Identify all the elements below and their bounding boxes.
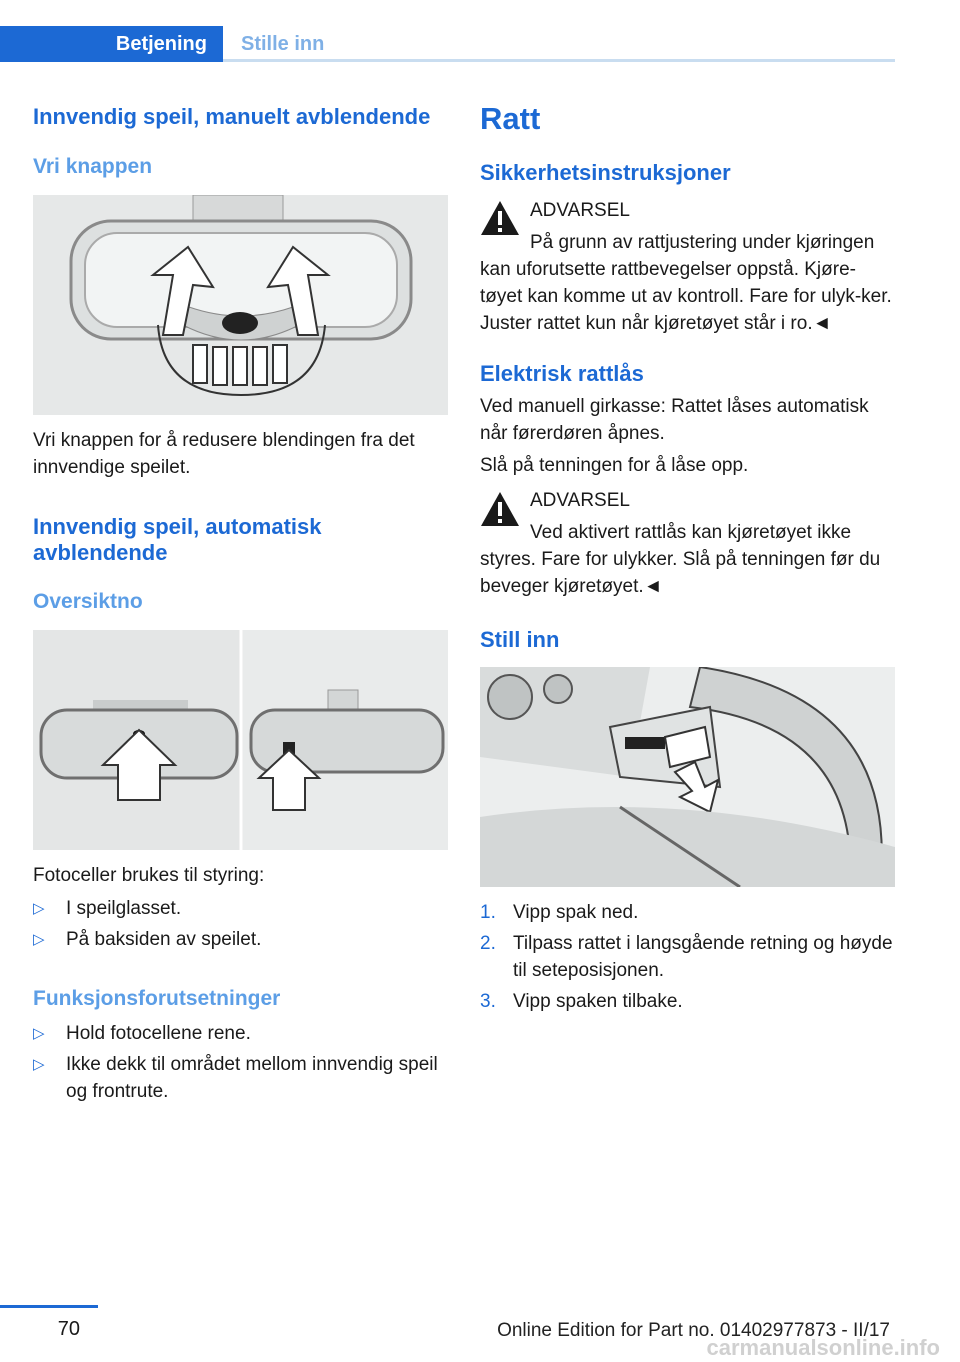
requirements-list: [33, 1020, 448, 1109]
heading-manual-mirror: Innvendig speil, manuelt avblendende: [33, 104, 431, 129]
tab-stille-inn[interactable]: Stille inn: [241, 33, 325, 55]
page-number: 70: [57, 1318, 80, 1340]
warning1-text: På grunn av rattjustering under kjøringen kan uforutsette rattbevegelser oppstå. Kjøre-tøyet kan komme ut av kontroll. Fare for ulyk-ker. Juster rattet kun når kjøretøyet står i ro.◄: [480, 232, 892, 334]
warning2-title: ADVARSEL: [530, 490, 630, 511]
rattlas-para1: Ved manuell girkasse: Rattet låses automatisk når førerdøren åpnes.: [480, 396, 869, 444]
tab-betjening[interactable]: Betjening: [0, 26, 223, 62]
list-item: ▷ Hold fotocellene rene.: [33, 1020, 448, 1047]
caption-manual-mirror: Vri knappen for å redusere blendingen fra det innvendige speilet.: [33, 430, 415, 478]
page-header: [0, 26, 895, 62]
list-item: 3. Vipp spaken tilbake.: [480, 991, 683, 1012]
subheading-still-inn: Still inn: [480, 627, 560, 652]
steps-list: [480, 899, 895, 1019]
figure-manual-mirror: [33, 195, 448, 415]
list-item: 1. Vipp spak ned.: [480, 902, 639, 923]
subheading-oversikt: Oversiktno: [33, 590, 143, 613]
footer-rule: [0, 1305, 98, 1308]
photocells-list: [33, 895, 448, 957]
triangle-right-icon: ▷: [33, 1025, 45, 1042]
heading-auto-mirror: Innvendig speil, automatisk avblendende: [33, 514, 322, 565]
warning1-title: ADVARSEL: [530, 200, 630, 221]
triangle-right-icon: ▷: [33, 1056, 45, 1073]
list-item: ▷ Ikke dekk til området mellom innvendig speil og frontrute.: [33, 1051, 448, 1105]
warning2-text: Ved aktivert rattlås kan kjøretøyet ikke styres. Fare for ulykker. Slå på tenningen før du beveger kjøretøyet.◄: [480, 522, 881, 597]
list-item: ▷ På baksiden av speilet.: [33, 926, 448, 953]
triangle-right-icon: ▷: [33, 931, 45, 948]
subheading-sikkerhet: Sikkerhetsinstruksjoner: [480, 160, 731, 185]
figure-steering-lever: [480, 667, 895, 887]
triangle-right-icon: ▷: [33, 900, 45, 917]
heading-ratt: Ratt: [480, 101, 541, 136]
watermark: carmanualsonline.info: [706, 1335, 940, 1360]
subheading-rattlas: Elektrisk rattlås: [480, 361, 644, 386]
list-item: ▷ I speilglasset.: [33, 895, 448, 922]
subheading-vri-knappen: Vri knappen: [33, 155, 153, 178]
figure-auto-mirror: [33, 630, 448, 850]
edition-note: Online Edition for Part no. 01402977873 - II/17: [497, 1320, 890, 1341]
list-item: 2. Tilpass rattet i langsgående retning og høyde til seteposisjonen.: [480, 933, 893, 981]
subheading-funksjonsforutsetninger: Funksjonsforutsetninger: [33, 987, 281, 1010]
photocells-intro: Fotoceller brukes til styring:: [33, 865, 265, 886]
rattlas-para2: Slå på tenningen for å låse opp.: [480, 455, 749, 476]
